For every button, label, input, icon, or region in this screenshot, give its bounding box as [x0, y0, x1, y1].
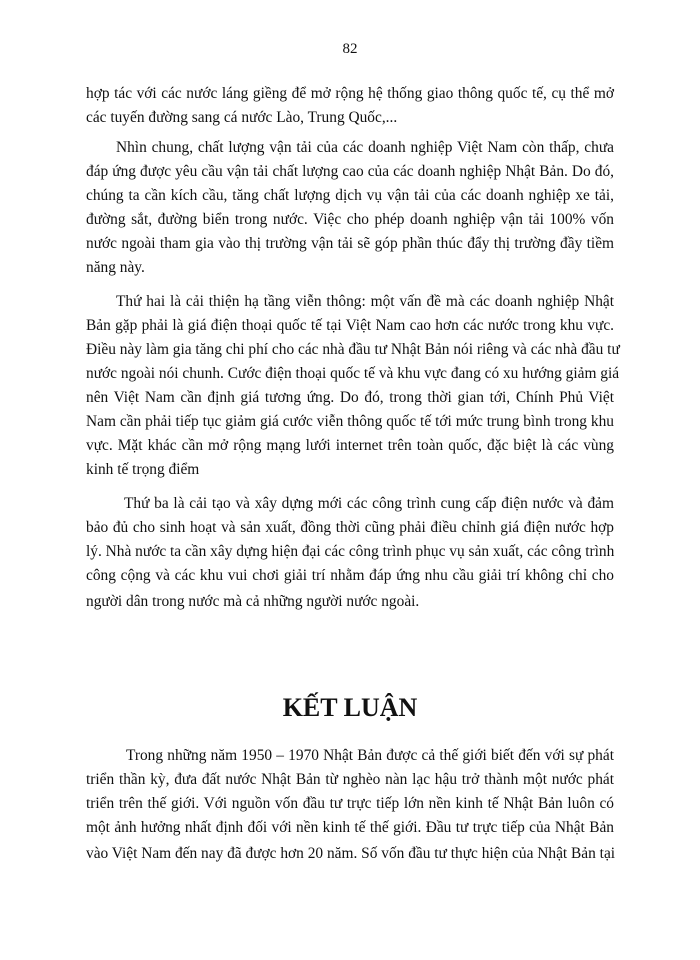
paragraph-4-line-5: người dân trong nước mà cả những người nước ngoài. — [86, 593, 420, 610]
paragraph-3-line-5: nên Việt Nam cần định giá tương ứng. Do đó, trong thời gian tới, Chính Phủ Việt — [86, 389, 614, 406]
paragraph-3-line-7: vực. Mặt khác cần mở rộng mạng lưới internet trên toàn quốc, đặc biệt là các vùng — [86, 437, 614, 454]
paragraph-5-line-2: triển thần kỳ, đưa đất nước Nhật Bản từ nghèo nàn lạc hậu trở thành một nước phát — [86, 771, 614, 788]
paragraph-4-line-4: công cộng và các khu vui chơi giải trí nhằm đáp ứng nhu cầu giải trí không chỉ cho — [86, 567, 614, 584]
paragraph-2-line-4: đường sắt, đường biển trong nước. Việc cho phép doanh nghiệp vận tải 100% vốn — [86, 211, 614, 228]
paragraph-2-line-1: Nhìn chung, chất lượng vận tải của các doanh nghiệp Việt Nam còn thấp, chưa — [116, 139, 614, 156]
paragraph-3-line-3: Điều này làm gia tăng chi phí cho các nhà đầu tư Nhật Bản nói riêng và các nhà đầu tư — [86, 341, 620, 358]
paragraph-2-line-5: nước ngoài tham gia vào thị trường vận tải sẽ góp phần thúc đẩy thị trường đầy tiềm — [86, 235, 614, 252]
paragraph-5-line-1: Trong những năm 1950 – 1970 Nhật Bản được cả thế giới biết đến với sự phát — [126, 747, 614, 764]
paragraph-2-line-6: năng này. — [86, 259, 145, 276]
paragraph-3-line-4: nước ngoài nói chunh. Cước điện thoại quốc tế và khu vực đang có xu hướng giảm giá — [86, 365, 620, 382]
paragraph-3-line-1: Thứ hai là cải thiện hạ tầng viễn thông: một vấn đề mà các doanh nghiệp Nhật — [116, 293, 614, 310]
paragraph-4-line-1: Thứ ba là cải tạo và xây dựng mới các công trình cung cấp điện nước và đảm — [124, 495, 614, 512]
paragraph-4-line-3: lý. Nhà nước ta cần xây dựng hiện đại các công trình phục vụ sản xuất, các công trình — [86, 543, 615, 560]
conclusion-heading: KẾT LUẬN — [282, 693, 418, 722]
paragraph-1-line-1: hợp tác với các nước láng giềng để mở rộng hệ thống giao thông quốc tế, cụ thể mở — [86, 85, 614, 102]
paragraph-5-line-4: một ảnh hưởng nhất định đối với nền kinh tế thế giới. Đầu tư trực tiếp của Nhật Bản — [86, 819, 614, 836]
paragraph-4-line-2: bảo đủ cho sinh hoạt và sản xuất, đồng thời cũng phải điều chỉnh giá điện nước hợp — [86, 519, 614, 536]
paragraph-3-line-6: Nam cần phải tiếp tục giảm giá cước viễn thông quốc tế tới mức trung bình trong khu — [86, 413, 614, 430]
paragraph-2-line-2: đáp ứng được yêu cầu vận tải chất lượng cao của các doanh nghiệp Nhật Bản. Do đó, — [86, 163, 614, 180]
paragraph-2-line-3: chúng ta cần kích cầu, tăng chất lượng dịch vụ vận tải của các doanh nghiệp xe tải, — [86, 187, 614, 204]
paragraph-3-line-2: Bản gặp phải là giá điện thoại quốc tế tại Việt Nam cao hơn các nước trong khu vực. — [86, 317, 614, 334]
page-number: 82 — [342, 41, 358, 57]
paragraph-5-line-5: vào Việt Nam đến nay đã được hơn 20 năm. Số vốn đầu tư thực hiện của Nhật Bản tại — [86, 845, 616, 862]
paragraph-5-line-3: triển trên thế giới. Với nguồn vốn đầu tư trực tiếp lớn nền kinh tế Nhật Bản luôn có — [86, 795, 614, 812]
paragraph-1-line-2: các tuyến đường sang cá nước Lào, Trung Quốc,... — [86, 109, 398, 126]
paragraph-3-line-8: kinh tế trọng điểm — [86, 461, 200, 478]
